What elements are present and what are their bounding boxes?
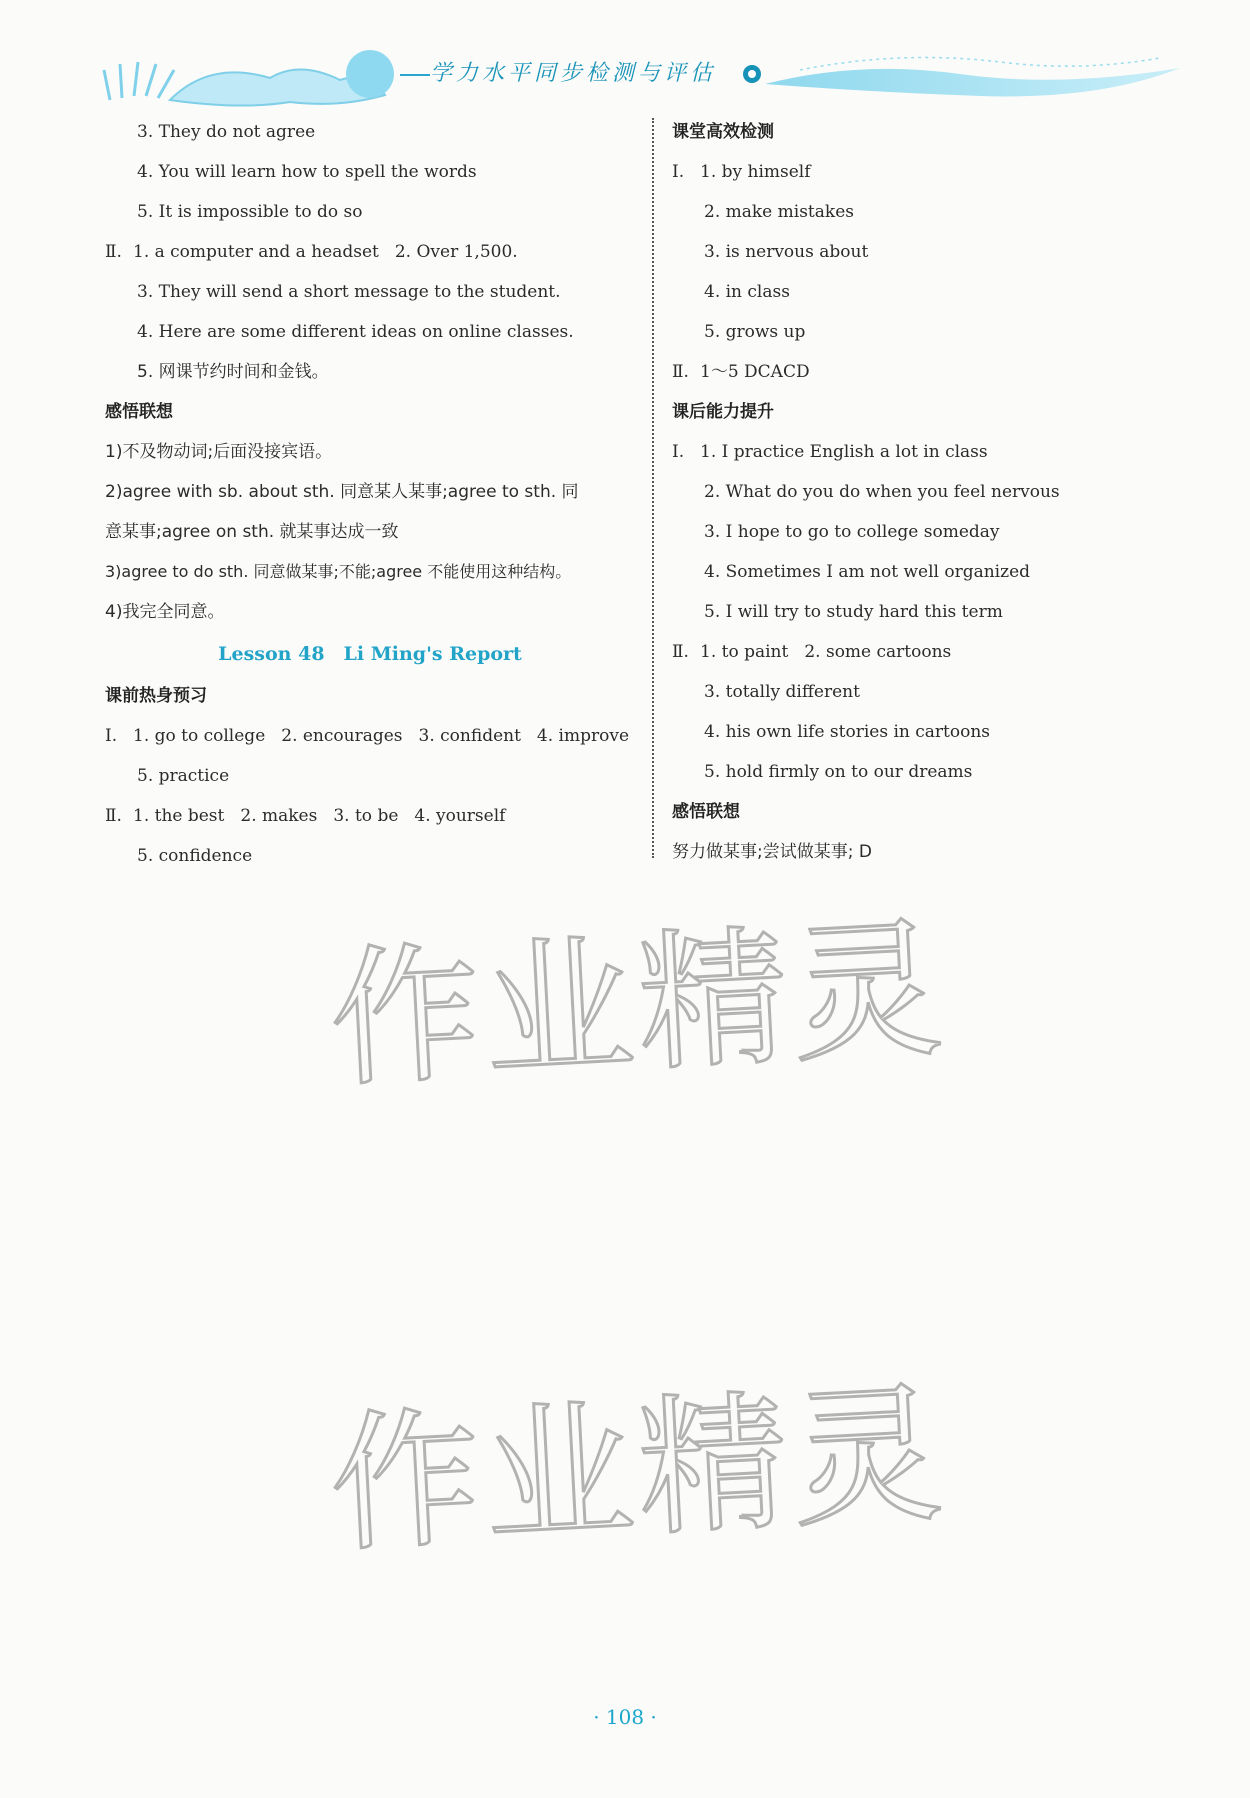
note-line: 意某事;agree on sth. 就某事达成一致	[105, 522, 399, 542]
roman-numeral-1: Ⅰ.	[672, 442, 685, 462]
answer-line	[105, 796, 635, 836]
answer-line	[672, 432, 1132, 472]
answer-line: 2. What do you do when you feel nervous	[704, 482, 1060, 502]
answer-item: 2. some cartoons	[804, 642, 952, 662]
section-heading: 感悟联想	[672, 802, 740, 822]
answer-line: 4. Sometimes I am not well organized	[704, 562, 1031, 582]
answer-item: 2. encourages	[281, 726, 403, 746]
note-line: 1)不及物动词;后面没接宾语。	[105, 442, 333, 462]
left-column	[105, 112, 635, 876]
section-heading: 课前热身预习	[105, 686, 207, 706]
answer-line	[672, 152, 1132, 192]
answer-line: 3. I hope to go to college someday	[704, 522, 1000, 542]
answer-line: 2. make mistakes	[704, 202, 854, 222]
answer-line: 5. grows up	[704, 322, 806, 342]
answer-line: 5. confidence	[137, 846, 253, 866]
answer-line: 3. is nervous about	[704, 242, 869, 262]
answer-line: 3. They do not agree	[137, 122, 316, 142]
roman-numeral-2: Ⅱ.	[105, 806, 122, 826]
roman-numeral-2: Ⅱ.	[672, 642, 689, 662]
answer-item: 4. improve	[536, 726, 630, 746]
answer-item: 1. go to college	[133, 726, 266, 746]
answer-item: 1. by himself	[700, 162, 811, 182]
answer-item: 3. to be	[333, 806, 399, 826]
answer-line	[105, 716, 635, 756]
answer-line: 4. in class	[704, 282, 790, 302]
watermark: 作业精灵	[325, 902, 951, 1109]
answer-item: 1. I practice English a lot in class	[700, 442, 988, 462]
answer-line	[672, 632, 1132, 672]
answer-line	[105, 232, 635, 272]
roman-numeral-1: Ⅰ.	[105, 726, 118, 746]
answer-item: 2. Over 1,500.	[394, 242, 518, 262]
answer-line	[672, 352, 1132, 392]
roman-numeral-2: Ⅱ.	[672, 362, 689, 382]
answer-item: 2. makes	[240, 806, 318, 826]
note-line: 4)我完全同意。	[105, 602, 225, 622]
right-column	[672, 112, 1132, 872]
section-heading: 课堂高效检测	[672, 122, 774, 142]
answer-item: 1～5 DCACD	[700, 362, 810, 382]
answer-item: 1. to paint	[700, 642, 789, 662]
answer-line: 3. totally different	[704, 682, 860, 702]
answer-line: 4. Here are some different ideas on online classes.	[137, 322, 574, 342]
page-number: · 108 ·	[593, 1705, 657, 1729]
note-line: 3)agree to do sth. 同意做某事;不能;agree 不能使用这种结构。	[105, 562, 572, 581]
page-header	[100, 40, 1190, 120]
answer-item: 1. the best	[133, 806, 225, 826]
answer-item: 4. yourself	[414, 806, 506, 826]
roman-numeral-1: Ⅰ.	[672, 162, 685, 182]
header-title: 学力水平同步检测与评估	[430, 61, 717, 86]
answer-item: 3. confident	[418, 726, 521, 746]
answer-line: 3. They will send a short message to the student.	[137, 282, 561, 302]
watermark: 作业精灵	[325, 1367, 951, 1574]
roman-numeral-2: Ⅱ.	[105, 242, 122, 262]
section-heading: 感悟联想	[105, 402, 173, 422]
lesson-title: Lesson 48 Li Ming's Report	[218, 643, 522, 665]
answer-item: 1. a computer and a headset	[133, 242, 379, 262]
answer-line: 5. practice	[137, 766, 230, 786]
note-line: 2)agree with sb. about sth. 同意某人某事;agree to sth. 同	[105, 482, 579, 502]
answer-line: 5. It is impossible to do so	[137, 202, 363, 222]
answer-line: 5. I will try to study hard this term	[704, 602, 1003, 622]
answer-line: 4. his own life stories in cartoons	[704, 722, 990, 742]
answer-line: 5. 网课节约时间和金钱。	[137, 362, 329, 382]
answer-line: 4. You will learn how to spell the words	[137, 162, 477, 182]
section-heading: 课后能力提升	[672, 402, 774, 422]
column-divider	[652, 118, 654, 858]
note-line: 努力做某事;尝试做某事; D	[672, 842, 872, 862]
answer-line: 5. hold firmly on to our dreams	[704, 762, 973, 782]
